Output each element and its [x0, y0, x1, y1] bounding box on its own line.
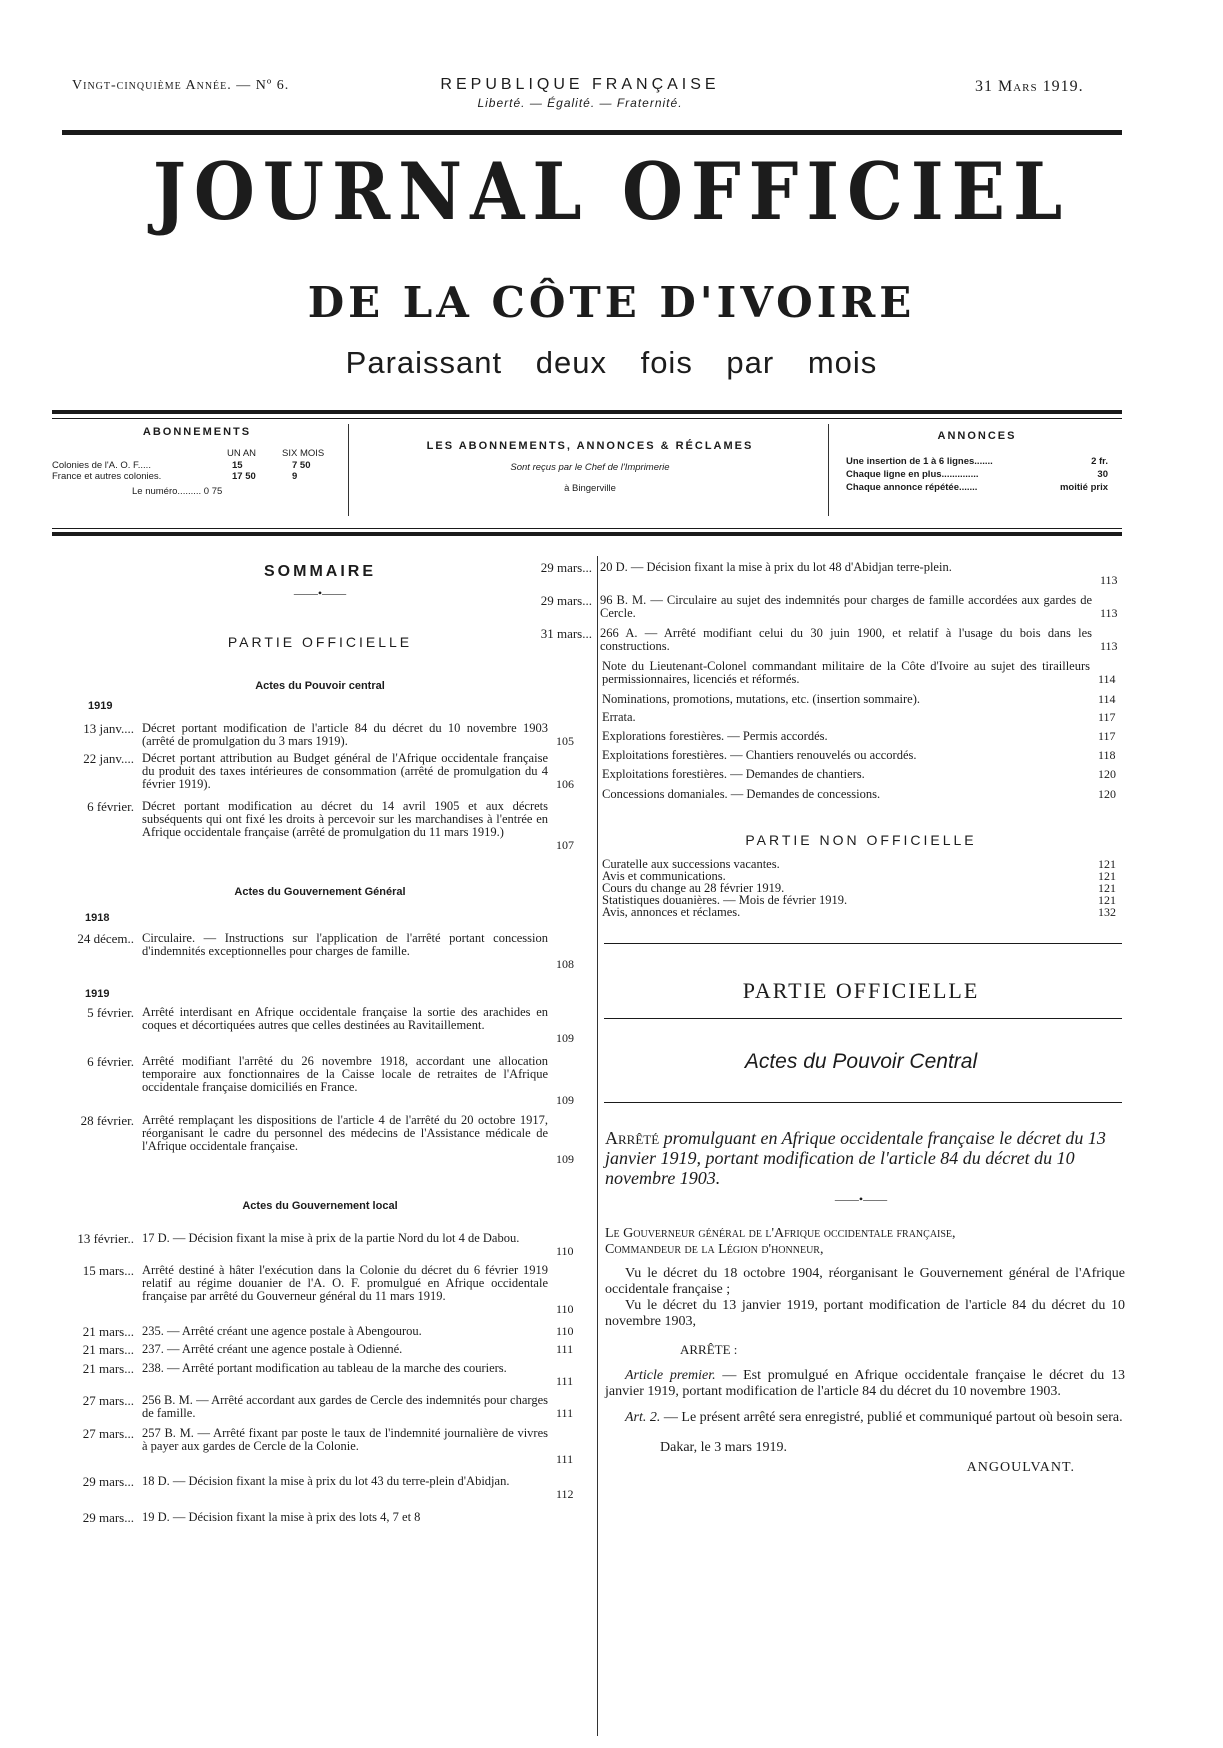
entry-page: 114	[1098, 672, 1116, 686]
sommaire-entry	[42, 1475, 582, 1501]
sommaire-end-rule	[604, 943, 1122, 944]
center-line-2: à Bingerville	[564, 483, 616, 494]
entry-text: Curatelle aux successions vacantes.	[602, 857, 780, 871]
entry-date: 21 mars...	[82, 1342, 134, 1357]
entry-date: 27 mars...	[82, 1426, 134, 1441]
year-label: 1919	[85, 988, 110, 1000]
entry-text: Arrêté destiné à hâter l'exécution dans la Colonie du décret du 6 février 1919 relatif au régime douanier de l'A. O. F. promulgué en Afrique occidentale française par arrêté du Gouverneur général du 11 mars 1919.	[142, 1263, 548, 1303]
box-separator	[348, 424, 349, 516]
box-separator	[828, 424, 829, 516]
entry-text: Exploitations forestières. — Chantiers renouvelés ou accordés.	[602, 748, 917, 762]
col-six-mois: SIX MOIS	[282, 448, 325, 459]
entry-date: 29 mars...	[82, 1474, 134, 1489]
governor-line-2: Commandeur de la Légion d'honneur,	[605, 1242, 824, 1257]
entry-page: 107	[556, 838, 574, 852]
apc-rule	[604, 1102, 1122, 1103]
article-1	[605, 1368, 1125, 1400]
entry-text: Cours du change au 28 février 1919.	[602, 881, 785, 895]
entry-text: Décret portant attribution au Budget général de l'Afrique occidentale française du produit des taxes intérieures de consommation (arrêté de promulgation du 4 février 1919).	[142, 751, 548, 791]
entry-text: Errata.	[602, 710, 636, 724]
issue-date: 31 Mars 1919.	[975, 78, 1084, 95]
sommaire-entry	[42, 932, 582, 971]
arrete-lead: Arrêté	[605, 1128, 660, 1148]
annonce-price: moitié prix	[1059, 482, 1108, 493]
annonces-box	[846, 430, 1108, 500]
abonnements-table	[52, 448, 342, 504]
abo-row-six-mois: 9	[292, 471, 298, 482]
sommaire-entry	[42, 1232, 582, 1258]
entry-date: 27 mars...	[82, 1393, 134, 1408]
vu-1: Vu le décret du 18 octobre 1904, réorganisant le Gouvernement général de l'Afrique occidentale française ;	[605, 1266, 1125, 1297]
box-bottom-rule-thin	[52, 528, 1122, 529]
entry-page: 106	[556, 777, 574, 791]
entry-date: 29 mars...	[540, 560, 592, 575]
entry-date: 24 décem..	[77, 931, 134, 946]
entry-date: 31 mars...	[540, 626, 592, 641]
sommaire-entry	[500, 561, 1125, 587]
entry-date: 21 mars...	[82, 1361, 134, 1376]
abonnements-box	[52, 426, 342, 504]
abo-row-label: France et autres colonies.	[52, 471, 162, 482]
article-1-text: — Est promulgué en Afrique occidentale française le décret du 13 janvier 1919, portant modification de l'article 84 du décret du 10 novembre 1903.	[605, 1368, 1126, 1399]
entry-text: Note du Lieutenant-Colonel commandant militaire de la Côte d'Ivoire au sujet des tirailleurs permissionnaires, licenciés et réformés.	[602, 659, 1090, 686]
header-rule	[62, 130, 1122, 135]
sommaire-entry	[602, 788, 1122, 801]
sommaire-entry	[42, 1264, 582, 1316]
entry-text: Statistiques douanières. — Mois de février 1919.	[602, 893, 848, 907]
entry-text: 96 B. M. — Circulaire au sujet des indemnités pour charges de famille accordées aux gardes de Cercle.	[600, 593, 1092, 620]
entry-page: 111	[556, 1342, 574, 1356]
annonce-label: Chaque annonce répétée.......	[846, 482, 978, 493]
entry-text: Décret portant modification de l'article 84 du décret du 10 novembre 1903 (arrêté de promulgation du 3 mars 1919).	[142, 721, 548, 748]
section-title: Actes du Gouvernement local	[242, 1200, 398, 1212]
entry-date: 5 février.	[87, 1005, 134, 1020]
article-2-text: — Le présent arrêté sera enregistré, publié et communiqué partout où besoin sera.	[663, 1410, 1123, 1425]
entry-page: 112	[556, 1487, 574, 1501]
sommaire-entry	[42, 1427, 582, 1466]
entry-page: 132	[1098, 905, 1116, 919]
entry-text: 238. — Arrêté portant modification au tableau de la marche des couriers.	[142, 1361, 507, 1375]
entry-text: Arrêté remplaçant les dispositions de l'article 4 de l'arrêté du 20 octobre 1917, réorganisant le cadre du personnel des médecins de l'Assistance médicale de l'Afrique occidentale française.	[142, 1113, 548, 1153]
governor-line-1: Le Gouverneur général de l'Afrique occidentale française,	[605, 1226, 956, 1241]
sommaire-entry	[500, 627, 1125, 653]
sommaire-entry	[602, 749, 1122, 762]
sommaire-entry	[602, 730, 1122, 743]
entry-text: 17 D. — Décision fixant la mise à prix de la partie Nord du lot 4 de Dabou.	[142, 1231, 520, 1245]
sommaire-entry	[42, 1325, 582, 1338]
entry-page: 108	[556, 957, 574, 971]
entry-page: 111	[556, 1406, 574, 1420]
entry-text: 20 D. — Décision fixant la mise à prix du lot 48 d'Abidjan terre-plein.	[600, 560, 952, 574]
annonce-price: 30	[1097, 469, 1108, 480]
box-top-rule	[52, 410, 1122, 414]
abo-row-un-an: 17 50	[232, 471, 256, 482]
governor-block	[605, 1226, 1125, 1476]
box-top-rule-thin	[52, 418, 1122, 419]
republique-label: REPUBLIQUE FRANÇAISE	[440, 76, 720, 93]
annonces-table	[846, 456, 1108, 500]
entry-date: 29 mars...	[82, 1510, 134, 1525]
entry-page: 111	[556, 1374, 574, 1388]
entry-text: Circulaire. — Instructions sur l'application de l'arrêté portant concession d'indemnités exceptionnelles pour charges de famille.	[142, 931, 548, 958]
column-separator	[597, 556, 598, 1736]
place-date: Dakar, le 3 mars 1919.	[660, 1440, 787, 1455]
sommaire-entry	[42, 1114, 582, 1166]
ornament: ——•——	[834, 1192, 888, 1206]
entry-page: 113	[1100, 606, 1118, 620]
article-2	[605, 1410, 1125, 1426]
entry-text: Arrêté interdisant en Afrique occidentale française la sortie des arachides en coques et décortiquées autres que celles destinées au Ravitaillement.	[142, 1005, 548, 1032]
entry-date: 13 janv....	[83, 721, 134, 736]
actes-pouvoir-central: Actes du Pouvoir Central	[744, 1050, 978, 1073]
arrete-label: ARRÊTE :	[680, 1342, 738, 1357]
sommaire-partie-officielle: PARTIE OFFICIELLE	[227, 634, 413, 650]
box-bottom-rule	[52, 532, 1122, 536]
entry-date: 15 mars...	[82, 1263, 134, 1278]
sommaire-entry	[42, 800, 582, 852]
sommaire-entry	[42, 1511, 582, 1524]
sommaire-entry	[602, 768, 1122, 781]
entry-text: Concessions domaniales. — Demandes de concessions.	[602, 787, 881, 801]
center-title: LES ABONNEMENTS, ANNONCES & RÉCLAMES	[426, 440, 754, 452]
entry-text: Nominations, promotions, mutations, etc. (insertion sommaire).	[602, 692, 921, 706]
entry-text: 257 B. M. — Arrêté fixant par poste le taux de l'indemnité journalière de vivres à payer aux gardes de Cercle de la Colonie.	[142, 1426, 548, 1453]
entry-page: 114	[1098, 692, 1116, 706]
republique-block	[420, 76, 740, 110]
devise: Liberté. — Égalité. — Fraternité.	[477, 96, 683, 110]
sommaire-entry	[42, 1006, 582, 1045]
entry-text: 19 D. — Décision fixant la mise à prix des lots 4, 7 et 8	[142, 1510, 421, 1524]
issue-number: Vingt-cinquième Année. — Nº 6.	[72, 78, 290, 93]
entry-text: 235. — Arrêté créant une agence postale à Abengourou.	[142, 1324, 422, 1338]
entry-date: 21 mars...	[82, 1324, 134, 1339]
abonnements-title: ABONNEMENTS	[142, 426, 252, 438]
sommaire-entry	[500, 594, 1125, 620]
center-box	[360, 440, 820, 494]
entry-date: 22 janv....	[83, 751, 134, 766]
annonce-label: Chaque ligne en plus..............	[846, 469, 979, 480]
section-title: Actes du Gouvernement Général	[234, 886, 406, 898]
entry-page: 121	[1098, 893, 1116, 907]
abo-row-un-an: 15	[232, 460, 243, 471]
entry-text: 256 B. M. — Arrêté accordant aux gardes de Cercle des indemnités pour charges de famille.	[142, 1393, 548, 1420]
article-2-label: Art. 2.	[625, 1410, 661, 1425]
sommaire-entry	[42, 1343, 582, 1356]
entry-page: 113	[1100, 639, 1118, 653]
arrete-title	[605, 1128, 1125, 1188]
entry-date: 29 mars...	[540, 593, 592, 608]
sommaire-entry	[42, 1362, 582, 1388]
entry-text: Avis et communications.	[602, 869, 726, 883]
entry-page: 113	[1100, 573, 1118, 587]
ornament: ——•——	[293, 586, 347, 600]
sommaire-entry	[42, 1394, 582, 1420]
entry-page: 120	[1098, 787, 1116, 801]
sommaire-entry	[602, 660, 1122, 686]
signature: ANGOULVANT.	[966, 1460, 1075, 1475]
entry-text: Explorations forestières. — Permis accordés.	[602, 729, 828, 743]
po-rule	[604, 1018, 1122, 1019]
entry-text: 18 D. — Décision fixant la mise à prix du lot 43 du terre-plein d'Abidjan.	[142, 1474, 510, 1488]
section-title: Actes du Pouvoir central	[255, 680, 385, 692]
entry-date: 13 février..	[77, 1231, 134, 1246]
entry-page: 117	[1098, 729, 1116, 743]
sommaire-entry	[42, 1055, 582, 1107]
entry-page: 105	[556, 734, 574, 748]
sommaire-entry	[42, 752, 582, 791]
sommaire-entry	[602, 906, 1122, 919]
entry-text: Arrêté modifiant l'arrêté du 26 novembre 1918, accordant une allocation temporaire aux fonctionnaires de la Caisse locale de retraites de l'Afrique occidentale française domiciliés en France.	[142, 1054, 548, 1094]
entry-page: 109	[556, 1152, 574, 1166]
entry-page: 111	[556, 1452, 574, 1466]
annonces-title: ANNONCES	[937, 430, 1017, 442]
entry-text: Décret portant modification au décret du 14 avril 1905 et aux décrets subséquents qui ont fixé les droits à percevoir sur les marchandises à l'entrée en Afrique occidentale française (arrêté de promulgation du 11 mars 1919.)	[142, 799, 548, 839]
entry-text: 266 A. — Arrêté modifiant celui du 30 juin 1900, et relatif à l'usage du bois dans les constructions.	[600, 626, 1092, 653]
year-label: 1919	[88, 700, 113, 712]
abo-row-six-mois: 7 50	[292, 460, 311, 471]
entry-text: Avis, annonces et réclames.	[602, 905, 741, 919]
entry-date: 6 février.	[87, 1054, 134, 1069]
entry-page: 109	[556, 1093, 574, 1107]
entry-date: 6 février.	[87, 799, 134, 814]
article-1-label: Article premier.	[625, 1368, 716, 1383]
sommaire-partie-non-officielle: PARTIE NON OFFICIELLE	[745, 832, 977, 848]
journal-tagline: Paraissant deux fois par mois	[345, 345, 878, 380]
entry-text: 237. — Arrêté créant une agence postale à Odienné.	[142, 1342, 403, 1356]
entry-page: 110	[556, 1324, 574, 1338]
abo-row-label: Colonies de l'A. O. F.....	[52, 460, 151, 471]
sommaire-entry	[602, 711, 1122, 724]
arrete-title-text: promulguant en Afrique occidentale française le décret du 13 janvier 1919, portant modification de l'article 84 du décret du 10 novembre 1903.	[605, 1128, 1106, 1188]
col-un-an: UN AN	[227, 448, 257, 459]
entry-page: 121	[1098, 857, 1116, 871]
sommaire-title: SOMMAIRE	[264, 563, 376, 580]
entry-date: 28 février.	[80, 1113, 134, 1128]
entry-page: 121	[1098, 869, 1116, 883]
entry-page: 117	[1098, 710, 1116, 724]
sommaire-entry	[602, 693, 1122, 706]
entry-page: 120	[1098, 767, 1116, 781]
annonce-price: 2 fr.	[1091, 456, 1108, 467]
entry-page: 121	[1098, 881, 1116, 895]
journal-subtitle: DE LA CÔTE D'IVOIRE	[307, 278, 916, 327]
entry-page: 110	[556, 1302, 574, 1316]
year-label: 1918	[85, 912, 110, 924]
entry-text: Exploitations forestières. — Demandes de chantiers.	[602, 767, 865, 781]
entry-page: 109	[556, 1031, 574, 1045]
sommaire-entry	[42, 722, 582, 748]
journal-title: JOURNAL OFFICIEL	[152, 145, 1071, 238]
annonce-label: Une insertion de 1 à 6 lignes.......	[846, 456, 993, 467]
numero-price: Le numéro......... 0 75	[132, 486, 223, 497]
entry-page: 118	[1098, 748, 1116, 762]
partie-officielle-title: PARTIE OFFICIELLE	[742, 978, 980, 1003]
entry-page: 110	[556, 1244, 574, 1258]
vu-2: Vu le décret du 13 janvier 1919, portant modification de l'article 84 du décret du 10 novembre 1903,	[605, 1298, 1125, 1329]
center-line-1: Sont reçus par le Chef de l'Imprimerie	[510, 462, 670, 473]
